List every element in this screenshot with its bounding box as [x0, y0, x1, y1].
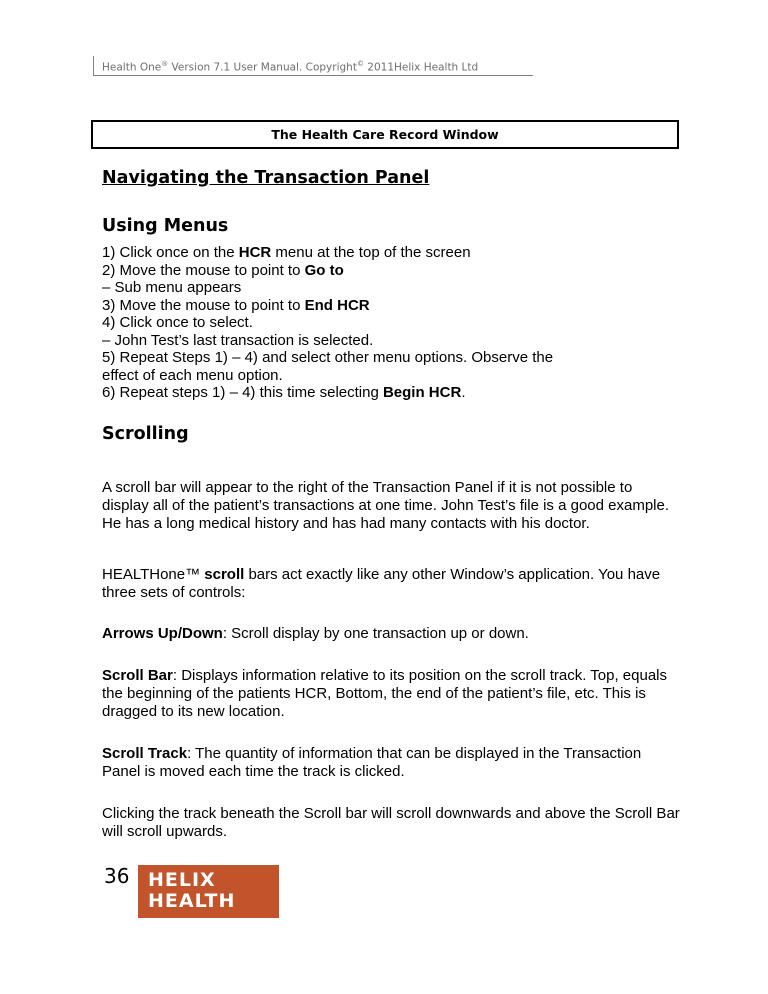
registered-mark: ®: [161, 60, 169, 68]
scroll-track-term: Scroll Track: [102, 745, 188, 762]
scrolling-heading: Scrolling: [102, 424, 189, 444]
scroll-track-definition: Scroll Track: The quantity of information that can be displayed in the Transaction Panel is moved each time the track is clicked.: [102, 745, 642, 780]
page-number: 36: [104, 864, 130, 888]
scrolling-intro: A scroll bar will appear to the right of the Transaction Panel if it is not possible to display all of the patient’s transactions at one time. John Test’s file is a good example. He has a long medical history and has had many contacts with his doctor.: [102, 479, 669, 532]
scroll-track-closing: Clicking the track beneath the Scroll bar will scroll downwards and above the Scroll Bar will scroll upwards.: [102, 805, 680, 840]
header-copyright-holder: 2011Helix Health Ltd: [363, 61, 479, 74]
step-line: 2) Move the mouse to point to Go to: [102, 261, 344, 279]
step-line: 5) Repeat Steps 1) – 4) and select other menu options. Observe the: [102, 349, 554, 366]
page-heading: Navigating the Transaction Panel: [102, 168, 430, 188]
step-line: 6) Repeat steps 1) – 4) this time selecting Begin HCR.: [102, 384, 466, 401]
running-header: [93, 56, 533, 76]
using-menus-heading: Using Menus: [102, 216, 229, 236]
step-line: effect of each menu option.: [102, 366, 283, 384]
step-line: 3) Move the mouse to point to End HCR: [102, 296, 370, 314]
step-line: 4) Click once to select.: [102, 314, 253, 331]
arrows-term: Arrows Up/Down: [102, 625, 223, 642]
scroll-controls-paragraph: HEALTHone™ scroll bars act exactly like any other Window’s application. You have three sets of controls:: [102, 566, 661, 601]
arrows-definition: Arrows Up/Down: Scroll display by one transaction up or down.: [102, 625, 529, 642]
step-line: – John Test’s last transaction is selected.: [102, 331, 374, 349]
logo-line-2: HEALTH: [148, 890, 236, 912]
step-line: 1) Click once on the HCR menu at the top of the screen: [102, 244, 471, 261]
section-title-box: The Health Care Record Window: [91, 120, 679, 149]
helix-health-logo: [138, 865, 279, 918]
menu-steps-list: [102, 244, 682, 402]
scroll-bar-definition: Scroll Bar: Displays information relative to its position on the scroll track. Top, equals the beginning of the patients HCR, Bottom, the end of the patient’s file, etc. This is dragged to its new location.: [102, 667, 667, 720]
scroll-bar-term: Scroll Bar: [102, 667, 173, 684]
logo-line-1: HELIX: [148, 869, 216, 891]
header-product: Health One: [102, 61, 162, 74]
header-version: Version 7.1 User Manual. Copyright: [168, 61, 357, 74]
copyright-mark: ©: [356, 60, 364, 68]
step-line: – Sub menu appears: [102, 279, 242, 296]
